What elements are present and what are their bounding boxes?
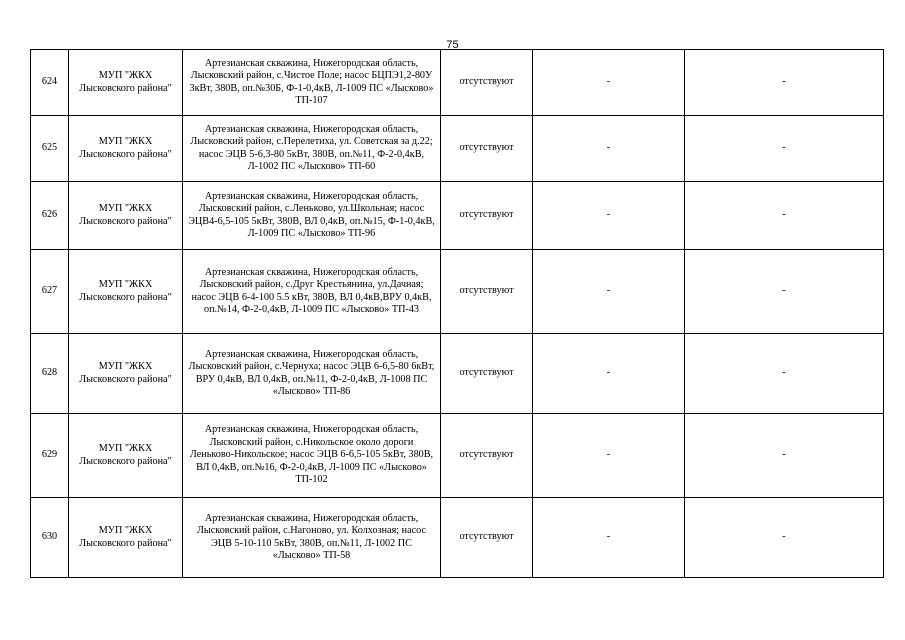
- value-cell-b: -: [685, 498, 884, 578]
- organization-line-1: МУП "ЖКХ: [98, 361, 153, 372]
- object-description: Артезианская скважина, Нижегородская область, Лысковский район, с.Друг Крестьянина, ул.Дачная; насос ЭЦВ 6-4-100 5.5 кВт, 380В, ВЛ 0,4кВ,ВРУ 0,4кВ, оп.№14, Ф-2-0,4кВ, Л-1009 ПС «Лысково» ТП-43: [183, 250, 441, 334]
- value-cell-a: -: [533, 50, 685, 116]
- organization-cell: [69, 116, 183, 182]
- row-number: 624: [31, 50, 69, 116]
- object-description: Артезианская скважина, Нижегородская область, Лысковский район, с.Перелетиха, ул. Советская за д.22; насос ЭЦВ 5-6,3-80 5кВт, 380В, оп.№11, Ф-2-0,4кВ, Л-1002 ПС «Лысково» ТП-60: [183, 116, 441, 182]
- row-number: 627: [31, 250, 69, 334]
- organization-cell: [69, 250, 183, 334]
- row-number: 629: [31, 414, 69, 498]
- object-description: Артезианская скважина, Нижегородская область, Лысковский район, с.Чистое Поле; насос БЦПЭ1,2-80У 3кВт, 380В, оп.№30Б, Ф-1-0,4кВ, Л-1009 ПС «Лысково» ТП-107: [183, 50, 441, 116]
- organization-cell: [69, 498, 183, 578]
- object-description: Артезианская скважина, Нижегородская область, Лысковский район, с.Чернуха; насос ЭЦВ 6-6,5-80 6кВт, ВРУ 0,4кВ, ВЛ 0,4кВ, оп.№11, Ф-2-0,4кВ, Л-1008 ПС «Лысково» ТП-86: [183, 334, 441, 414]
- organization-line-2: Лысковского района": [79, 373, 172, 385]
- organization-line-1: МУП "ЖКХ: [98, 525, 153, 536]
- status-cell: отсутствуют: [441, 250, 533, 334]
- value-cell-a: -: [533, 498, 685, 578]
- registry-table: [30, 49, 884, 578]
- row-number: 626: [31, 182, 69, 250]
- page-number: 75: [446, 39, 459, 51]
- table-row: [31, 334, 884, 414]
- table-row: [31, 498, 884, 578]
- organization-line-1: МУП "ЖКХ: [98, 279, 153, 290]
- organization-line-1: МУП "ЖКХ: [98, 136, 153, 147]
- object-description: Артезианская скважина, Нижегородская область, Лысковский район, с.Нагоново, ул. Колхозная; насос ЭЦВ 5-10-110 5кВт, 380В, оп.№11, Л-1002 ПС «Лысково» ТП-58: [183, 498, 441, 578]
- status-cell: отсутствуют: [441, 334, 533, 414]
- organization-line-2: Лысковского района": [79, 537, 172, 549]
- organization-cell: [69, 414, 183, 498]
- object-description: Артезианская скважина, Нижегородская область, Лысковский район, с.Никольское около дороги Леньково-Никольское; насос ЭЦВ 6-6,5-105 5кВт, 380В, ВЛ 0,4кВ, оп.№16, Ф-2-0,4кВ, Л-1009 ПС «Лысково» ТП-102: [183, 414, 441, 498]
- table-row: [31, 182, 884, 250]
- value-cell-a: -: [533, 414, 685, 498]
- organization-line-2: Лысковского района": [79, 82, 172, 94]
- value-cell-b: -: [685, 182, 884, 250]
- status-cell: отсутствуют: [441, 498, 533, 578]
- status-cell: отсутствуют: [441, 50, 533, 116]
- status-cell: отсутствуют: [441, 116, 533, 182]
- value-cell-a: -: [533, 334, 685, 414]
- value-cell-b: -: [685, 116, 884, 182]
- value-cell-a: -: [533, 182, 685, 250]
- organization-line-1: МУП "ЖКХ: [98, 203, 153, 214]
- value-cell-b: -: [685, 250, 884, 334]
- row-number: 625: [31, 116, 69, 182]
- organization-cell: [69, 182, 183, 250]
- organization-line-2: Лысковского района": [79, 455, 172, 467]
- table-row: [31, 116, 884, 182]
- organization-cell: [69, 334, 183, 414]
- row-number: 630: [31, 498, 69, 578]
- status-cell: отсутствуют: [441, 414, 533, 498]
- value-cell-a: -: [533, 250, 685, 334]
- organization-line-1: МУП "ЖКХ: [98, 70, 153, 81]
- value-cell-b: -: [685, 50, 884, 116]
- organization-cell: [69, 50, 183, 116]
- table-row: [31, 50, 884, 116]
- value-cell-b: -: [685, 334, 884, 414]
- status-cell: отсутствуют: [441, 182, 533, 250]
- table-row: [31, 414, 884, 498]
- organization-line-2: Лысковского района": [79, 291, 172, 303]
- value-cell-a: -: [533, 116, 685, 182]
- organization-line-2: Лысковского района": [79, 215, 172, 227]
- table-row: [31, 250, 884, 334]
- row-number: 628: [31, 334, 69, 414]
- object-description: Артезианская скважина, Нижегородская область, Лысковский район, с.Леньково, ул.Школьная; насос ЭЦВ4-6,5-105 5кВт, 380В, ВЛ 0,4кВ, оп.№15, Ф-1-0,4кВ, Л-1009 ПС «Лысково» ТП-96: [183, 182, 441, 250]
- organization-line-2: Лысковского района": [79, 148, 172, 160]
- value-cell-b: -: [685, 414, 884, 498]
- organization-line-1: МУП "ЖКХ: [98, 443, 153, 454]
